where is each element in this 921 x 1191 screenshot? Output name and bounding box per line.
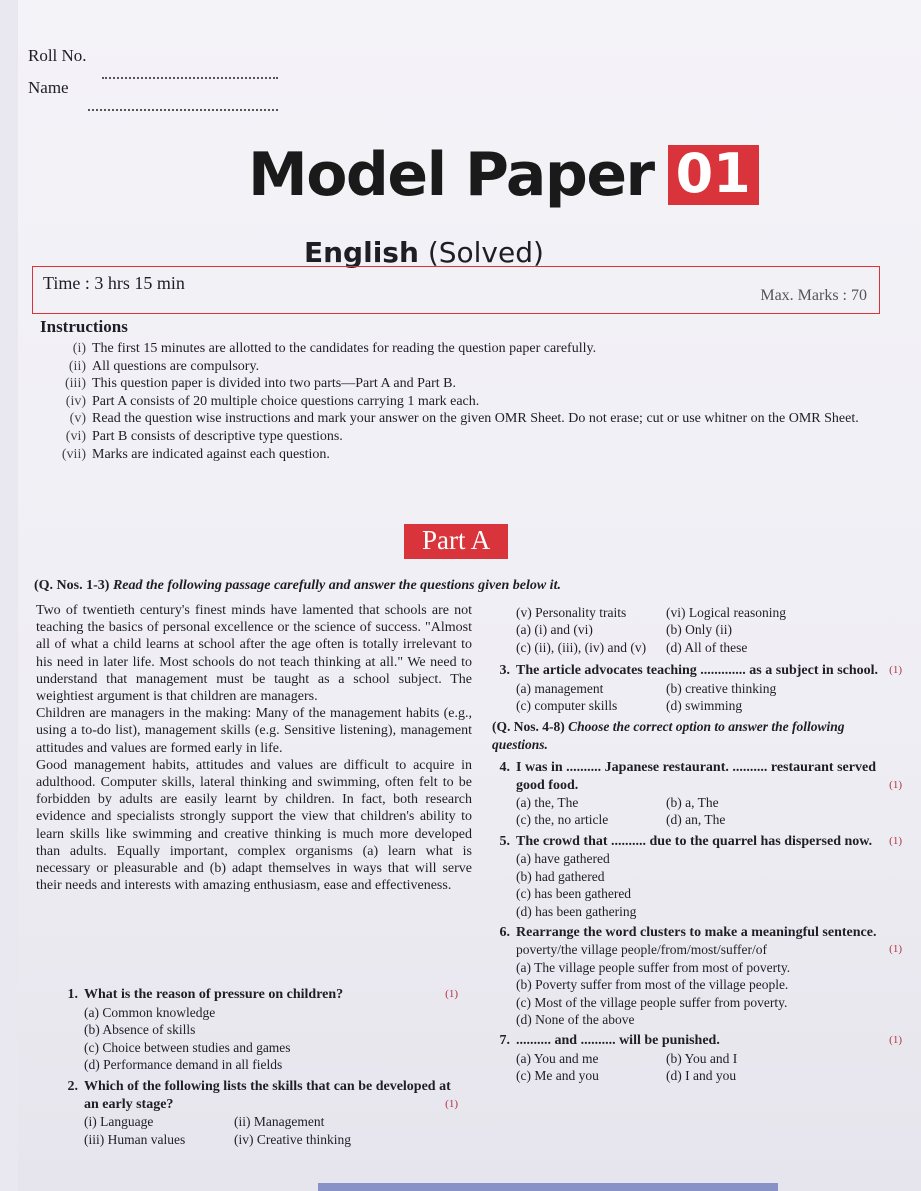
instruction-item: (v) Read the question wise instructions and mark your answer on the given OMR Sheet. Do not erase; cut or use whitner on the OMR Sheet. xyxy=(69,411,859,427)
name-field[interactable] xyxy=(88,108,278,111)
instruction-item: (i) The first 15 minutes are allotted to the candidates for reading the question paper carefully. xyxy=(72,341,597,356)
marks-label: (1) xyxy=(889,1034,902,1047)
question-7-options xyxy=(480,1050,902,1085)
option[interactable]: (d) All of these xyxy=(666,639,748,655)
q1-3-heading: (Q. Nos. 1-3) Read the following passage carefully and answer the questions given below it. xyxy=(34,578,561,593)
paper-title-text: Model Paper xyxy=(248,140,654,210)
option[interactable]: (b) Only (ii) xyxy=(666,622,732,638)
option[interactable]: (a) Common knowledge xyxy=(84,1004,216,1020)
question-4: 4. I was in .......... Japanese restaurant. .......... restaurant served good food. (1) xyxy=(499,760,902,793)
marks-label: (1) xyxy=(889,834,902,847)
option: (ii) Management xyxy=(234,1114,325,1130)
option[interactable]: (b) You and I xyxy=(666,1050,738,1066)
option[interactable]: (d) Performance demand in all fields xyxy=(84,1057,283,1073)
left-questions xyxy=(48,986,458,1148)
question-6: 6. Rearrange the word clusters to make a meaningful sentence. xyxy=(499,924,877,940)
question-1: 1. What is the reason of pressure on children? (1) xyxy=(67,987,458,1002)
question-5: 5. The crowd that .......... due to the quarrel has dispersed now. (1) xyxy=(499,833,902,849)
subject-subtitle xyxy=(304,236,544,269)
roll-no-field[interactable] xyxy=(102,76,278,79)
option[interactable]: (c) has been gathered xyxy=(516,886,632,902)
question-2-more-options xyxy=(480,604,902,656)
time-allowed: Time : 3 hrs 15 min xyxy=(43,273,185,293)
option[interactable]: (d) has been gathering xyxy=(516,903,637,919)
instruction-item: (iii) This question paper is divided into two parts—Part A and Part B. xyxy=(65,376,456,392)
option[interactable]: (a) management xyxy=(516,680,604,696)
option[interactable]: (a) The village people suffer from most of poverty. xyxy=(516,959,791,975)
option[interactable]: (b) Absence of skills xyxy=(84,1022,196,1038)
subject-name: English xyxy=(304,236,419,269)
option[interactable]: (c) Me and you xyxy=(516,1068,599,1084)
subject-note: (Solved) xyxy=(427,236,544,269)
instruction-item: (vii) Marks are indicated against each question. xyxy=(61,446,330,462)
instruction-item: (ii) All questions are compulsory. xyxy=(68,358,260,374)
question-1-options xyxy=(48,1004,458,1074)
option[interactable]: (b) Poverty suffer from most of the village people. xyxy=(516,977,789,993)
option[interactable]: (a) You and me xyxy=(516,1050,599,1066)
option: (vi) Logical reasoning xyxy=(666,605,786,620)
question-3: 3. The article advocates teaching ............. as a subject in school. (1) xyxy=(499,663,902,679)
option[interactable]: (d) I and you xyxy=(666,1068,737,1084)
option: (iv) Creative thinking xyxy=(234,1131,351,1147)
max-marks: Max. Marks : 70 xyxy=(760,287,867,304)
option: (v) Personality traits xyxy=(516,605,627,620)
q4-8-heading: (Q. Nos. 4-8) Choose the correct option to answer the following questions. xyxy=(492,719,845,752)
option[interactable]: (d) an, The xyxy=(666,812,726,828)
reading-passage xyxy=(36,602,472,894)
option[interactable]: (a) (i) and (vi) xyxy=(516,622,593,638)
question-7: 7. .......... and .......... will be punished. (1) xyxy=(499,1033,902,1049)
option: (i) Language xyxy=(84,1114,154,1130)
question-5-options xyxy=(480,850,902,920)
question-paper-page xyxy=(18,0,921,1191)
option: (iii) Human values xyxy=(84,1131,186,1147)
option[interactable]: (c) Most of the village people suffer from poverty. xyxy=(516,994,788,1010)
option[interactable]: (b) creative thinking xyxy=(666,680,777,696)
name-label: Name xyxy=(28,78,69,97)
option[interactable]: (d) None of the above xyxy=(516,1011,635,1027)
question-4-options xyxy=(480,794,902,829)
option[interactable]: (b) had gathered xyxy=(516,868,605,884)
passage-paragraph: Good management habits, attitudes and values are difficult to acquire in adulthood. Computer skills, lateral thinking and swimming, often felt to be forbidden by adults are easily learnt by children. In fact, both research evidence and specialists strongly support the view that children's ability to learn skills like swimming and creative thinking is much more developed than adults. Equally important, complex organisms (a) learn what is necessary or pleasurable and (b) adapt themselves in ways that will serve their needs and interests with amazing enthusiasm, ease and effectiveness. xyxy=(36,757,472,894)
paper-number-badge: 01 xyxy=(668,145,759,205)
option[interactable]: (a) have gathered xyxy=(516,851,610,867)
instructions-list xyxy=(50,340,870,463)
part-a-heading: Part A xyxy=(404,524,508,559)
page-footer-strip xyxy=(318,1183,778,1191)
instructions-title: Instructions xyxy=(40,317,128,336)
paper-title xyxy=(248,140,759,210)
question-3-options xyxy=(480,680,902,715)
option[interactable]: (c) (ii), (iii), (iv) and (v) xyxy=(516,639,647,655)
question-6-prompt: poverty/the village people/from/most/suffer/of (1) xyxy=(516,942,902,958)
instruction-item: (vi) Part B consists of descriptive type questions. xyxy=(65,428,343,444)
right-questions xyxy=(480,604,902,1085)
option[interactable]: (c) Choice between studies and games xyxy=(84,1039,291,1055)
passage-paragraph: Two of twentieth century's finest minds have lamented that schools are not teaching the basics of personal excellence or the science of success. "Almost all of what a child learns at school after the age often is totally irrelevant to his need in later life. Most schools do not teach thinking at all." We need to understand that management must be taught as a school subject. The weightiest argument is that children are managers. xyxy=(36,603,472,705)
time-marks-box xyxy=(32,266,880,314)
marks-label: (1) xyxy=(445,1097,458,1110)
option[interactable]: (c) the, no article xyxy=(516,812,609,828)
instruction-item: (iv) Part A consists of 20 multiple choice questions carrying 1 mark each. xyxy=(65,393,480,409)
marks-label: (1) xyxy=(445,988,458,1000)
question-6-options xyxy=(480,959,902,1029)
option[interactable]: (a) the, The xyxy=(516,795,579,811)
option[interactable]: (b) a, The xyxy=(666,795,719,811)
question-2: 2. Which of the following lists the skills that can be developed at an early stage? (1) xyxy=(67,1078,458,1112)
roll-no-label: Roll No. xyxy=(28,46,87,65)
option[interactable]: (c) computer skills xyxy=(516,698,618,714)
passage-paragraph: Children are managers in the making: Many of the management habits (e.g., using a to-do list), management skills (e.g. Sensitive listening), management attitudes and values are formed early in life. xyxy=(36,706,472,756)
question-2-options xyxy=(48,1113,458,1148)
marks-label: (1) xyxy=(889,778,902,791)
option[interactable]: (d) swimming xyxy=(666,698,743,714)
marks-label: (1) xyxy=(889,664,902,677)
marks-label: (1) xyxy=(889,943,902,956)
